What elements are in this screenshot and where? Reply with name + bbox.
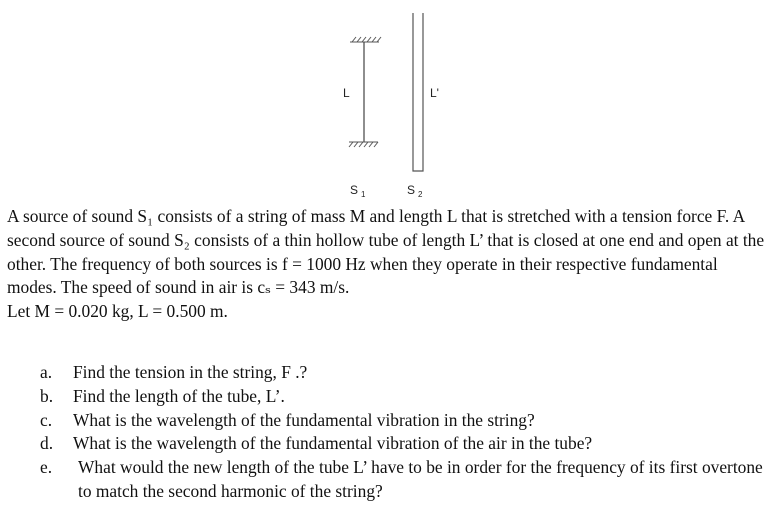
question-b [40,385,765,409]
question-letter: d. [40,433,54,454]
label-L-prime: L' [430,86,439,100]
question-letter: a. [40,362,53,382]
question-text: Find the tension in the string, F .? [73,362,308,382]
question-text: Find the length of the tube, L’. [73,385,285,406]
label-S2: S $_2$ [407,183,423,199]
question-d [40,432,765,456]
label-S1: S $_1$ [350,183,366,199]
question-c [40,409,765,433]
tube [413,13,423,171]
string-bottom-support [349,142,378,147]
question-list [40,361,765,504]
question-letter: b. [40,385,54,406]
given-values: Let M = 0.020 kg, L = 0.500 m. [7,301,228,322]
question-text: What is the wavelength of the fundamental vibration of the air in the tube? [73,433,593,454]
problem-description: A source of sound S₁ consists of a string of mass M and length L that is stretched with a tension force F. A second source of sound S₂ consists of a thin hollow tube of length L’ that is closed at one end and open at the other. The frequency of both sources is f = 1000 Hz when they operate in their respective fundamental modes. The speed of sound in air is cₛ = 343 m/s. [7,206,765,298]
string-top-support [350,37,381,42]
question-text: What would the new length of the tube L’ have to be in order for the frequency of its first overtone to match the second harmonic of the string? [78,457,763,501]
question-letter: e. [40,457,53,478]
question-text: What is the wavelength of the fundamental vibration in the string? [73,409,535,430]
problem-statement [7,205,767,324]
question-letter: c. [40,409,53,430]
string-and-tube-diagram [0,0,770,205]
question-a [40,361,765,385]
question-e [40,456,765,504]
label-L: L [343,86,350,100]
